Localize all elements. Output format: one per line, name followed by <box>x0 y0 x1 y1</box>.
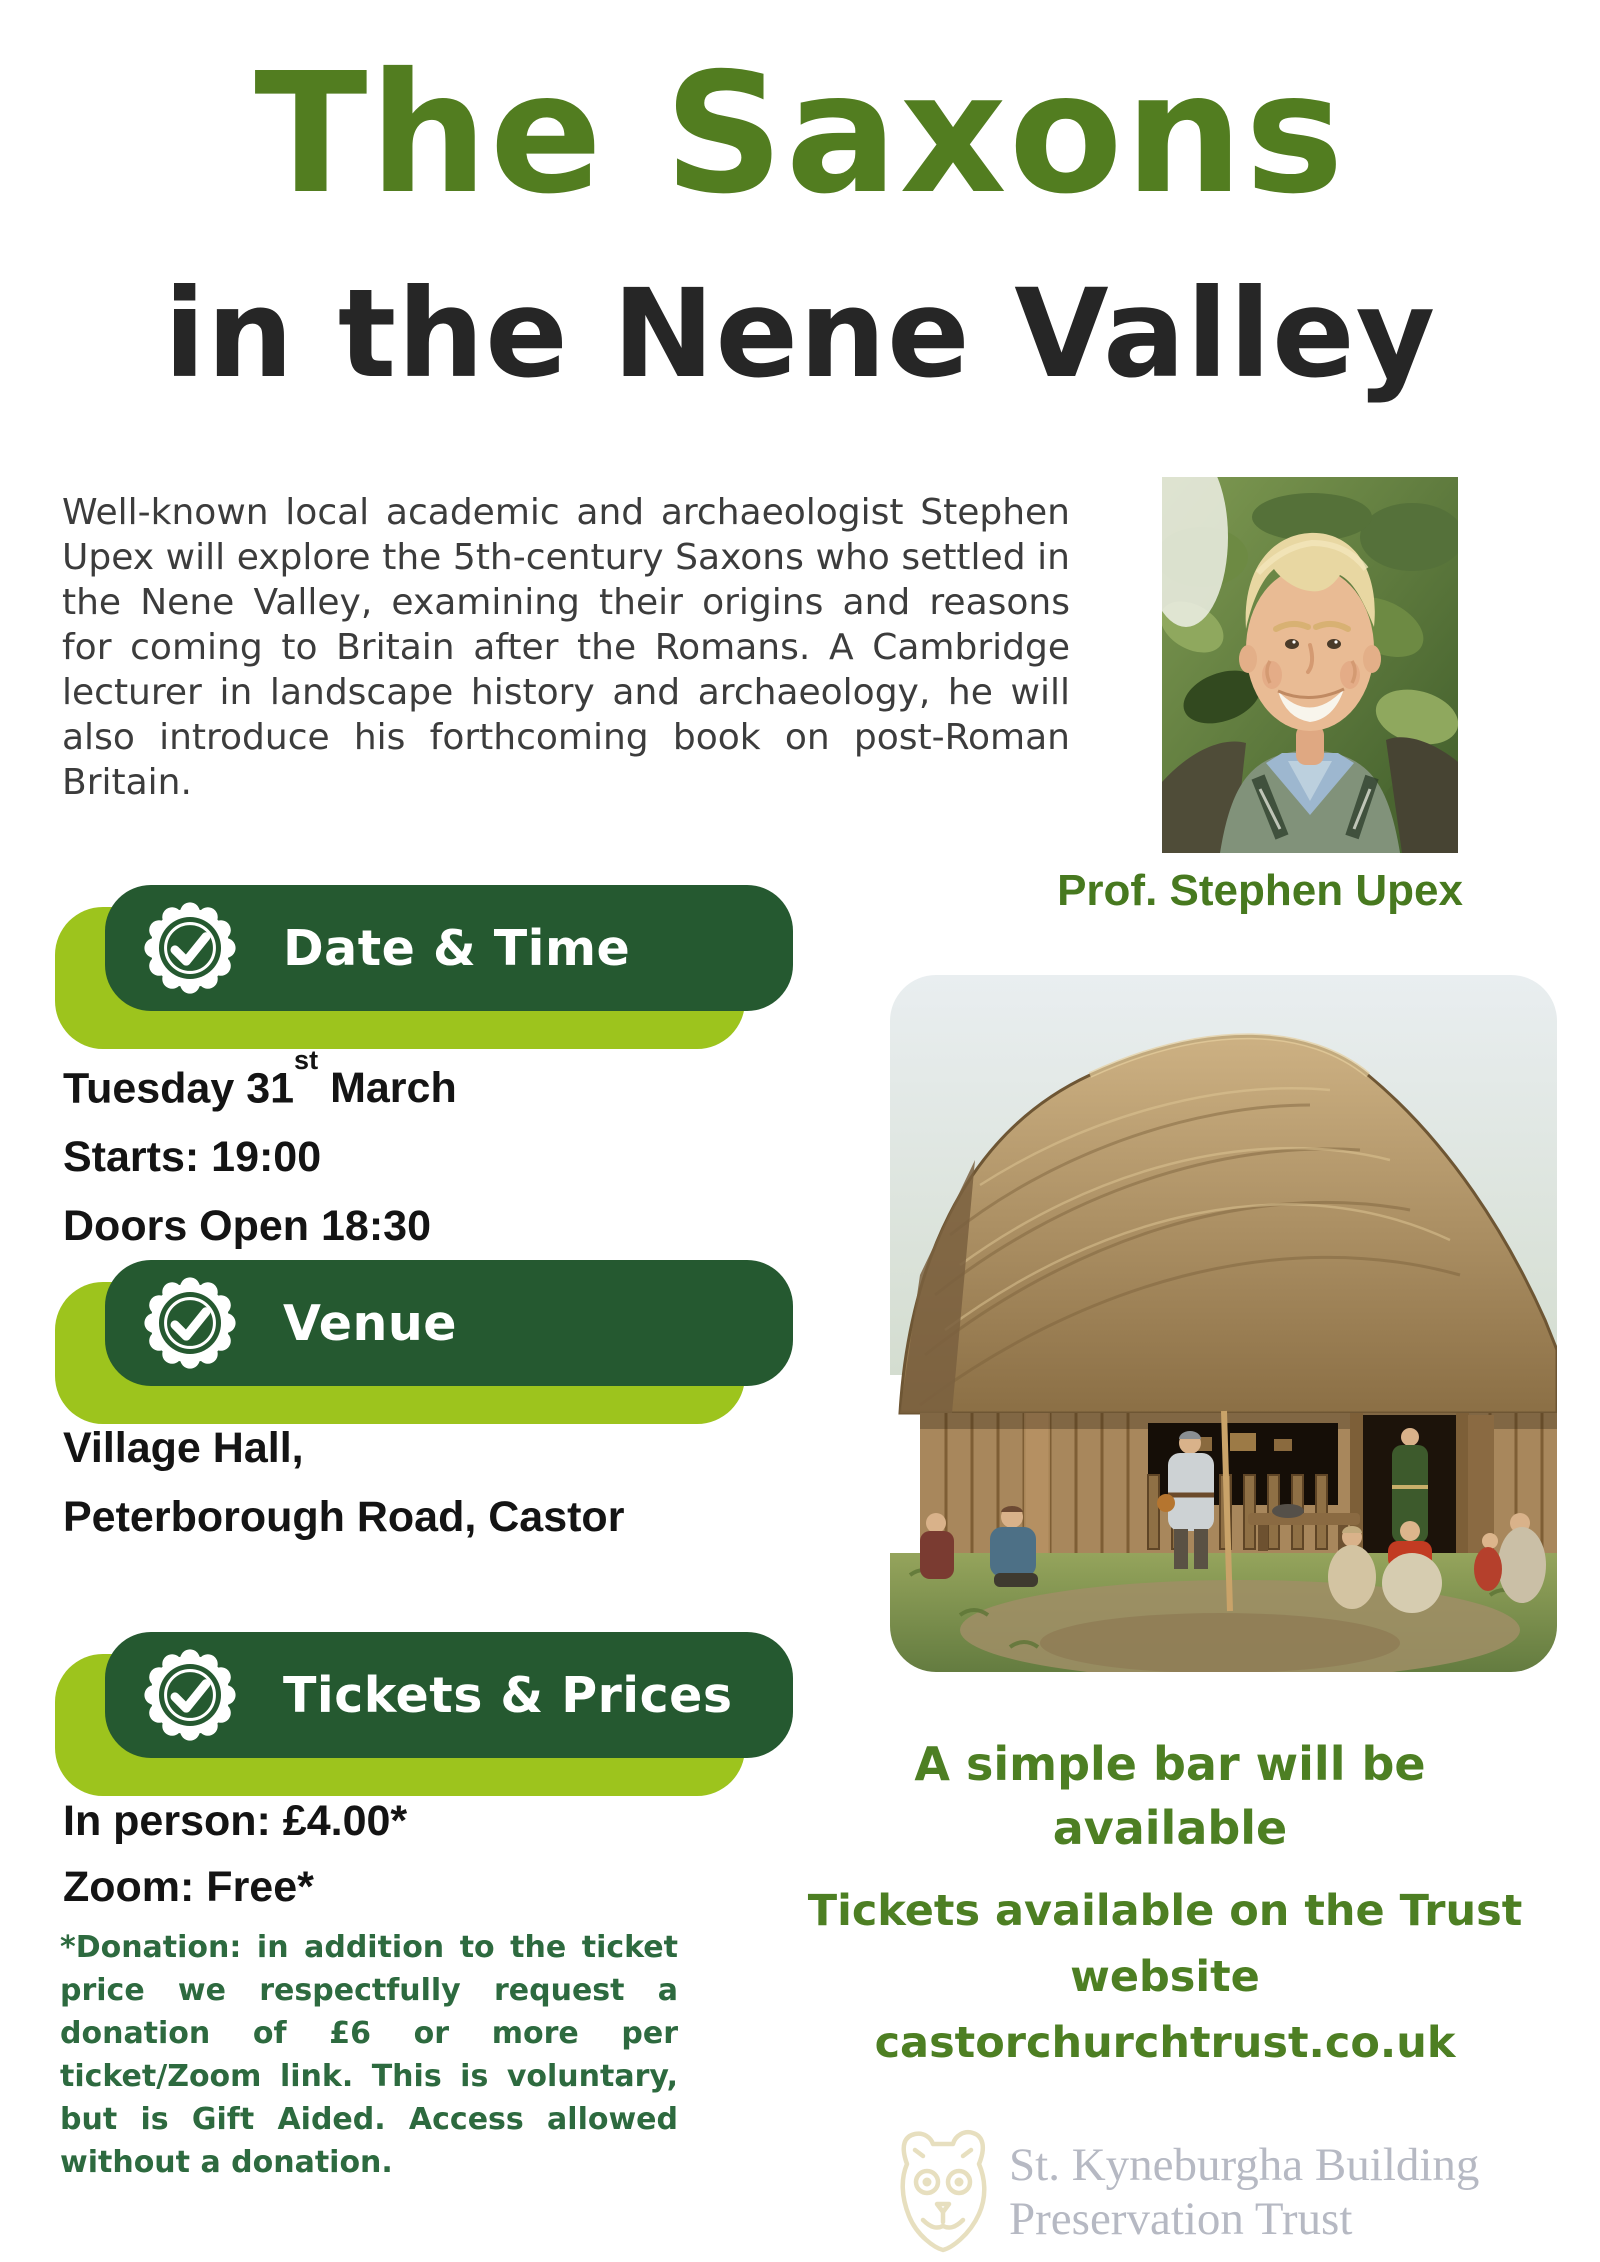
tickets-note-line2: website <box>1070 1952 1260 2002</box>
venue-name: Village Hall, <box>63 1424 304 1472</box>
venue-address: Peterborough Road, Castor <box>63 1493 625 1541</box>
page-title-line2: in the Nene Valley <box>163 263 1437 405</box>
date-ordinal: st <box>294 1045 319 1075</box>
section-badge-tickets-prices <box>55 1632 800 1800</box>
check-rosette-icon <box>143 1276 237 1370</box>
bar-note-line1: A simple bar will be <box>914 1737 1426 1791</box>
trust-website-url: castorchurchtrust.co.uk <box>874 2018 1456 2068</box>
section-badge-venue <box>55 1260 800 1428</box>
badge-pill <box>105 1632 793 1758</box>
trust-footer <box>893 2128 1479 2254</box>
date-time-details <box>63 1044 457 1261</box>
check-rosette-icon <box>143 1648 237 1742</box>
event-date: Tuesday 31stMarch <box>63 1045 457 1113</box>
ticket-price-zoom: Zoom: Free* <box>63 1863 314 1911</box>
trust-name-line1: St. Kyneburgha Building <box>1009 2139 1480 2191</box>
badge-label: Venue <box>283 1294 457 1352</box>
tickets-availability-note <box>745 1878 1585 2076</box>
badge-pill <box>105 885 793 1011</box>
trust-name-line2: Preservation Trust <box>1009 2193 1353 2245</box>
tickets-note-line1: Tickets available on the Trust <box>807 1886 1523 1936</box>
section-badge-date-time <box>55 885 800 1053</box>
event-start-time: Starts: 19:00 <box>63 1133 322 1182</box>
page-title-line1: The Saxons <box>254 38 1346 231</box>
badge-label: Date & Time <box>283 919 631 977</box>
badge-label: Tickets & Prices <box>283 1666 733 1724</box>
intro-paragraph: Well-known local academic and archaeologist Stephen Upex will explore the 5th-century Saxons who settled in the Nene Valley, examining their origins and reasons for coming to Britain after the Romans. A Cambridge lecturer in landscape history and archaeology, he will also introduce his forthcoming book on post-Roman Britain. <box>62 492 1070 803</box>
badge-pill <box>105 1260 793 1386</box>
check-rosette-icon <box>143 901 237 995</box>
speaker-caption: Prof. Stephen Upex <box>1057 866 1463 915</box>
speaker-portrait-image <box>1162 477 1458 853</box>
trust-name <box>1009 2128 1479 2246</box>
bar-availability-note <box>820 1732 1520 1860</box>
speaker-photo <box>1162 477 1458 853</box>
trust-cat-logo-icon <box>893 2128 993 2254</box>
saxon-house-photo <box>890 975 1557 1672</box>
ticket-prices <box>63 1788 407 1920</box>
donation-note: *Donation: in addition to the ticket price we respectfully request a donation of £6 or more per ticket/Zoom link. This is voluntary, but is Gift Aided. Access allowed without a donation. <box>60 1930 678 2180</box>
bar-note-line2: available <box>1052 1801 1288 1855</box>
ticket-price-in-person: In person: £4.00* <box>63 1797 408 1845</box>
venue-details <box>63 1414 624 1552</box>
saxon-house-image <box>890 975 1557 1672</box>
event-doors-time: Doors Open 18:30 <box>63 1202 431 1251</box>
